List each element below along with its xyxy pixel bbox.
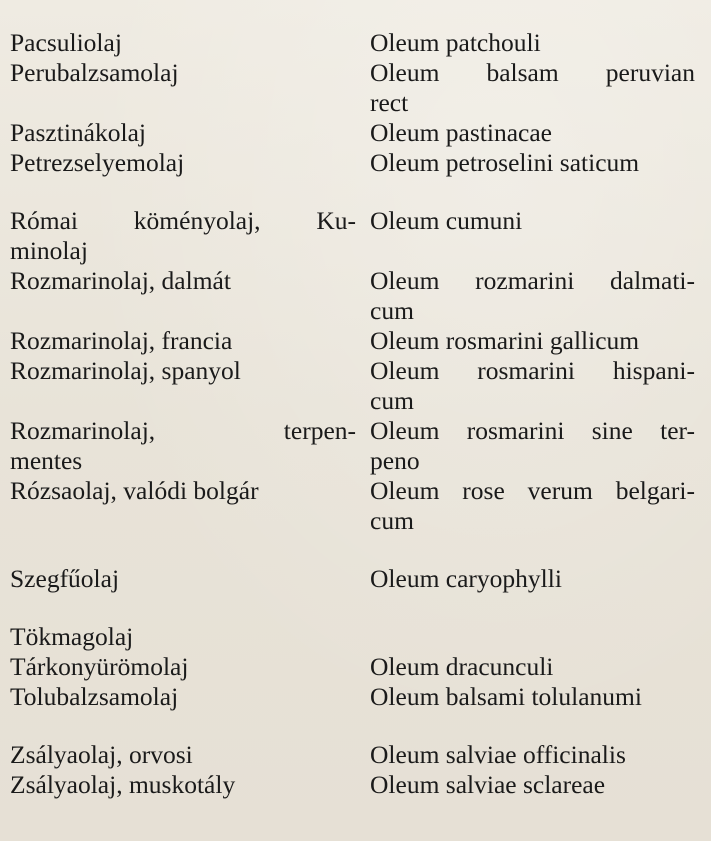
hungarian-name: Pasztinákolaj	[10, 118, 146, 147]
latin-name: Oleum petroselini saticum	[370, 148, 640, 177]
hungarian-name: Rozmarinolaj, terpen- mentes	[10, 416, 356, 475]
hungarian-name: Zsályaolaj, muskotály	[10, 770, 236, 799]
hungarian-name: Perubalzsamolaj	[10, 58, 179, 87]
latin-name	[368, 622, 695, 652]
hungarian-name: Rozmarinolaj, dalmát	[10, 266, 231, 295]
latin-name: Oleum cumuni	[370, 206, 523, 235]
latin-name: Oleum rosmarini sine ter- peno	[370, 416, 695, 475]
hungarian-name: Római köményolaj, Ku- minolaj	[10, 206, 356, 265]
hungarian-name: Pacsuliolaj	[10, 28, 122, 57]
hungarian-name: Tárkonyürömolaj	[10, 652, 189, 681]
section-gap	[10, 712, 368, 740]
latin-name: Oleum salviae sclareae	[370, 770, 606, 799]
section-gap	[368, 594, 695, 622]
hungarian-name: Rozmarinolaj, spanyol	[10, 356, 241, 385]
section-gap	[368, 178, 695, 206]
latin-name: Oleum rosmarini hispani- cum	[370, 356, 695, 415]
section-gap	[10, 594, 368, 622]
hungarian-name: Rozmarinolaj, francia	[10, 326, 233, 355]
latin-name: Oleum rozmarini dalmati- cum	[370, 266, 695, 325]
latin-name: Oleum balsam peruvian rect	[370, 58, 695, 117]
section-gap	[10, 536, 368, 564]
latin-name: Oleum salviae officinalis	[370, 740, 626, 769]
latin-name: Oleum rosmarini gallicum	[370, 326, 640, 355]
hungarian-name: Tökmagolaj	[10, 622, 134, 651]
section-gap	[368, 536, 695, 564]
section-gap	[368, 712, 695, 740]
hungarian-name: Zsályaolaj, orvosi	[10, 740, 193, 769]
section-gap	[10, 178, 368, 206]
latin-name: Oleum balsami tolulanumi	[370, 682, 642, 711]
hungarian-name: Szegfűolaj	[10, 564, 120, 593]
hungarian-name: Rózsaolaj, valódi bolgár	[10, 476, 259, 505]
hungarian-name: Tolubalzsamolaj	[10, 682, 179, 711]
latin-name: Oleum rose verum belgari- cum	[370, 476, 695, 535]
latin-name: Oleum patchouli	[370, 28, 541, 57]
latin-name: Oleum caryophylli	[370, 564, 562, 593]
latin-name: Oleum pastinacae	[370, 118, 552, 147]
hungarian-name: Petrezselyemolaj	[10, 148, 185, 177]
oil-name-table	[10, 28, 695, 800]
latin-name: Oleum dracunculi	[370, 652, 554, 681]
